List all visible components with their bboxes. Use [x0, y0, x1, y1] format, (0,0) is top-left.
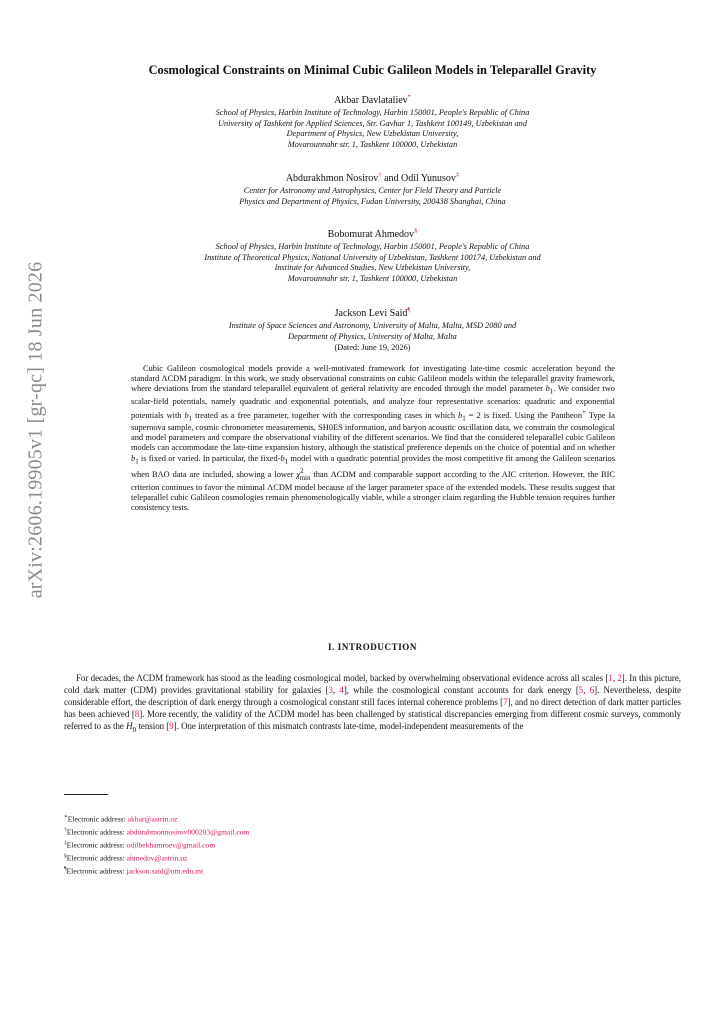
footnote: ‡Electronic address: odilbekhamroev@gmail.com [64, 840, 216, 850]
author-name: Akbar Davlataliev* [334, 93, 411, 106]
affiliation-line: School of Physics, Harbin Institute of Technology, Harbin 150001, People's Republic of China [215, 242, 530, 251]
affiliation-line: Movarounnahr str. 1, Tashkent 100000, Uzbekistan [287, 273, 458, 283]
affiliation-line: Institute for Advanced Studies, New Uzbekistan University, [274, 263, 471, 272]
citation-link[interactable]: 7 [503, 697, 508, 708]
email-link[interactable]: akbar@astrin.uz [127, 814, 178, 824]
affiliation-line: Center for Astronomy and Astrophysics, Center for Field Theory and Particle [243, 186, 502, 195]
abstract: Cubic Galileon cosmological models provide a well-motivated framework for investigating late-time cosmic acceleration beyond the standard ΛCDM paradigm. In this work, we study observational constraints on cubic Galileon models within the teleparallel gravity framework, where deviations from the standard teleparallel equivalent of general relativity are encoded through the model parameter $b_1$. We consider two scalar-field potentials, namely quadratic and exponential potentials, and analyze four representative scenarios: quadratic and exponential potentials with $b_1$ treated as a free parameter, together with the corresponding cases in which $b_1 = 2$ is fixed. Using the Pantheon+ Type Ia supernova sample, cosmic chronometer measurements, SH0ES information, and baryon acoustic oscillation data, we constrain the cosmological and model parameters and compare the observational viability of the different scenarios. We find that the considered teleparallel cubic Galileon models can accommodate the late-time expansion history, although the statistical preference depends on the choice of potential and on whether $b_1$ is fixed or varied. In particular, the fixed-$b_1$ model with a quadratic potential provides the most competitive fit among the Galileon scenarios when BAO data are included, showing a lower $\chi^2_{min}$ than ΛCDM and comparable support according to the AIC criterion. However, the BIC criterion continues to favor the minimal ΛCDM model because of the larger parameter space of the extended models. These results suggest that teleparallel cubic Galileon cosmologies remain phenomenologically viable, while a stronger claim regarding the Hubble tension requires further consistency tests. [131, 364, 615, 512]
footnote-mark[interactable]: * [407, 93, 411, 101]
footnote: ∗Electronic address: akbar@astrin.uz [64, 814, 178, 824]
citation-link[interactable]: 3 [328, 685, 333, 696]
email-link[interactable]: odilbekhamroev@gmail.com [126, 840, 216, 850]
footnote-mark[interactable]: ¶ [407, 306, 411, 314]
intro-paragraph: For decades, the ΛCDM framework has stood as the leading cosmological model, backed by overwhelming observational evidence across all scales [1, 2]. In this picture, cold dark matter (CDM) provides gravitational stability for galaxies [3, 4], while the cosmological constant accounts for dark energy [5, 6]. Nevertheless, despite considerable effort, the description of dark energy through a cosmological constant still faces internal coherence problems [7], and no direct detection of dark matter particles has been achieved [8]. More recently, the validity of the ΛCDM model has been challenged by statistical discrepancies emerging from different cosmic surveys, commonly referred to as the $H_0$ tension [9]. One interpretation of this mismatch contrasts late-time, model-independent measurements of the [64, 673, 681, 734]
author-block-3 [100, 228, 645, 284]
arxiv-identifier [22, 170, 50, 690]
citation-link[interactable]: 5 [578, 685, 584, 696]
citation-link[interactable]: 1 [608, 673, 613, 683]
affiliation-line: Department of Physics, New Uzbekistan University, [286, 129, 459, 138]
email-link[interactable]: ahmedov@astrin.uz [126, 853, 188, 863]
section-heading: I. INTRODUCTION [327, 642, 417, 652]
footnote: §Electronic address: ahmedov@astrin.uz [64, 853, 188, 863]
affiliation-line: Department of Physics, University of Malta, Malta [288, 331, 457, 341]
author-name: Bobomurat Ahmedov§ [327, 227, 418, 240]
citation-link[interactable]: 4 [339, 685, 344, 696]
affiliation-line: Institute of Theoretical Physics, National University of Uzbekistan, Tashkent 100174, Uzbekistan and [204, 252, 541, 262]
author-block-4 [100, 307, 645, 353]
author-block-1 [100, 94, 645, 150]
date-line: (Dated: June 19, 2026) [334, 343, 411, 352]
citation-link[interactable]: 9 [169, 721, 174, 732]
email-link[interactable]: abdurahmonnosirov000203@gmail.com [126, 827, 250, 837]
footnote-mark[interactable]: § [414, 227, 418, 235]
arxiv-identifier-text: arXiv:2606.19905v1 [gr-qc] 18 Jun 2026 [24, 261, 47, 599]
affiliation-line: University of Tashkent for Applied Sciences, Str. Gavhar 1, Tashkent 100149, Uzbekistan and [218, 118, 527, 128]
affiliation-line: School of Physics, Harbin Institute of Technology, Harbin 150001, People's Republic of China [215, 108, 530, 117]
citation-link[interactable]: 6 [589, 685, 595, 696]
footnote: ¶Electronic address: jackson.said@um.edu.mt [64, 866, 204, 876]
footnote-mark[interactable]: † [378, 171, 382, 179]
footnote-rule [64, 794, 108, 795]
affiliation-line: Institute of Space Sciences and Astronomy, University of Malta, Malta, MSD 2080 and [228, 321, 517, 330]
author-name: Abdurakhmon Nosirov† and Odil Yunusov‡ [285, 171, 460, 184]
footnotes [64, 812, 624, 877]
author-block-2 [100, 172, 645, 207]
affiliation-line: Physics and Department of Physics, Fudan University, 200438 Shanghai, China [239, 196, 506, 206]
footnote-mark[interactable]: ‡ [455, 171, 460, 179]
affiliation-line: Movarounnahr str. 1, Tashkent 100000, Uzbekistan [287, 139, 458, 149]
citation-link[interactable]: 2 [617, 673, 622, 683]
footnote: †Electronic address: abdurahmonnosirov000203@gmail.com [64, 827, 250, 837]
citation-link[interactable]: 8 [134, 709, 140, 720]
paper-title: Cosmological Constraints on Minimal Cubic Galileon Models in Teleparallel Gravity [148, 63, 597, 77]
email-link[interactable]: jackson.said@um.edu.mt [126, 866, 204, 876]
author-name: Jackson Levi Said¶ [334, 306, 411, 319]
